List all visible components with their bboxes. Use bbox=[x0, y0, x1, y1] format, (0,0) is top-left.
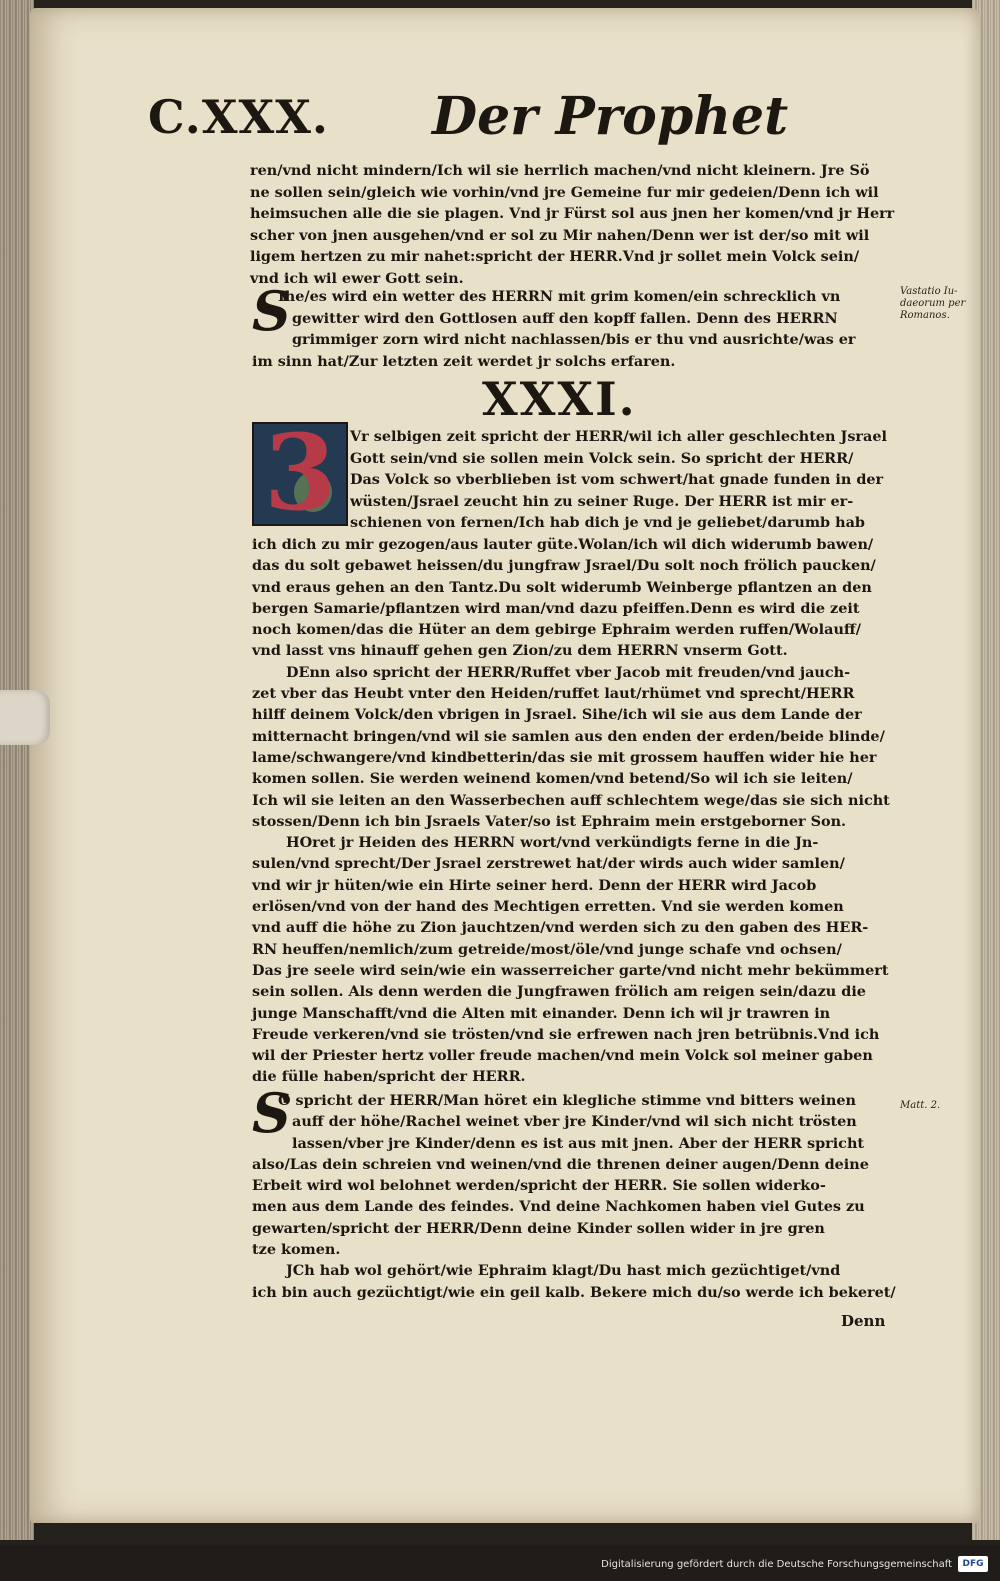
drop-cap-sihe: S bbox=[252, 279, 291, 343]
text-line: O spricht der HERR/Man höret ein klegliche stimme vnd bitters weinen bbox=[278, 1092, 856, 1109]
running-title: Der Prophet bbox=[432, 86, 789, 147]
text-line: im sinn hat/Zur letzten zeit werdet jr solchs erfaren. bbox=[252, 352, 676, 370]
text-line: noch komen/das die Hüter an dem gebirge Ephraim werden ruffen/Wolauff/ bbox=[252, 621, 861, 639]
text-line: erlösen/vnd von der hand des Mechtigen erretten. Vnd sie werden komen bbox=[252, 898, 844, 916]
text-line: sulen/vnd sprecht/Der Jsrael zerstrewet hat/der wirds auch wider samlen/ bbox=[252, 855, 845, 873]
bookmark-ribbon bbox=[0, 690, 50, 745]
text-line: Vr selbigen zeit spricht der HERR/wil ich aller geschlechten Jsrael bbox=[350, 428, 887, 445]
catchword: Denn bbox=[841, 1312, 886, 1330]
text-block-sihe bbox=[252, 279, 856, 372]
text-line: DEnn also spricht der HERR/Ruffet vber Jacob mit freuden/vnd jauch- bbox=[286, 663, 851, 681]
text-block-chapter-start bbox=[350, 426, 887, 534]
text-line: schienen von fernen/Ich hab dich je vnd je geliebet/darumb hab bbox=[350, 514, 865, 531]
text-line: wüsten/Jsrael zeucht hin zu seiner Ruge. Der HERR ist mir er- bbox=[350, 492, 854, 510]
text-line: ich bin auch gezüchtigt/wie ein geil kalb. Bekere mich du/so werde ich bekeret/ bbox=[252, 1283, 896, 1301]
text-line: grimmiger zorn wird nicht nachlassen/bis er thu vnd ausrichte/was er bbox=[292, 331, 856, 348]
text-line: HOret jr Heiden des HERRN wort/vnd verkündigts ferne in die Jn- bbox=[286, 834, 819, 852]
text-line: sein sollen. Als denn werden die Jungfrawen frölich am reigen sein/dazu die bbox=[252, 983, 866, 1001]
text-line: Das Volck so vberblieben ist vom schwert/hat gnade funden in der bbox=[350, 471, 884, 488]
text-line: also/Las dein schreien vnd weinen/vnd die threnen deiner augen/Denn deine bbox=[252, 1155, 869, 1173]
text-line: tze komen. bbox=[252, 1241, 341, 1259]
text-line: Gott sein/vnd sie sollen mein Volck sein. So spricht der HERR/ bbox=[350, 449, 854, 467]
text-line: vnd auff die höhe zu Zion jauchtzen/vnd werden sich zu den gaben des HER- bbox=[252, 919, 869, 937]
text-line: stossen/Denn ich bin Jsraels Vater/so ist Ephraim mein erstgeborner Son. bbox=[252, 812, 847, 830]
dfg-logo: DFG bbox=[958, 1556, 988, 1572]
text-line: bergen Samarie/pflantzen wird man/vnd dazu pfeiffen.Denn es wird die zeit bbox=[252, 599, 860, 617]
text-line: ligem hertzen zu mir nahet:spricht der HERR.Vnd jr sollet mein Volck sein/ bbox=[250, 248, 860, 265]
text-line: vnd lasst vns hinauff gehen gen Zion/zu dem HERRN vnserm Gott. bbox=[252, 642, 788, 660]
text-line: vnd ich wil ewer Gott sein. bbox=[250, 269, 464, 287]
folio-number: C.XXX. bbox=[148, 90, 329, 144]
text-line: das du solt gebawet heissen/du jungfraw Jsrael/Du solt noch frölich paucken/ bbox=[252, 557, 876, 575]
text-line: men aus dem Lande des feindes. Vnd deine Nachkomen haben viel Gutes zu bbox=[252, 1198, 865, 1216]
text-line: vnd eraus gehen an den Tantz.Du solt widerumb Weinberge pflantzen an den bbox=[252, 578, 872, 596]
text-block-so bbox=[252, 1090, 896, 1303]
text-line: ne sollen sein/gleich wie vorhin/vnd jre Gemeine fur mir gedeien/Denn ich wil bbox=[250, 183, 879, 201]
drop-cap-so: S bbox=[252, 1081, 291, 1145]
text-line: Ich wil sie leiten an den Wasserbechen auff schlechtem wege/das sie sich nicht bbox=[252, 791, 890, 809]
text-line: mitternacht bringen/vnd wil sie samlen aus den enden der erden/beide blinde/ bbox=[252, 727, 885, 745]
text-line: wil der Priester hertz voller freude machen/vnd mein Volck sol meiner gaben bbox=[252, 1047, 873, 1065]
text-line: RN heuffen/nemlich/zum getreide/most/öle/vnd junge schafe vnd ochsen/ bbox=[252, 940, 842, 958]
text-line: lassen/vber jre Kinder/denn es ist aus mit jnen. Aber der HERR spricht bbox=[292, 1134, 865, 1152]
text-line: vnd wir jr hüten/wie ein Hirte seiner herd. Denn der HERR wird Jacob bbox=[252, 876, 817, 894]
chapter-heading: XXXI. bbox=[482, 372, 637, 426]
margin-note-line: Romanos. bbox=[900, 310, 950, 321]
decorated-initial bbox=[252, 411, 348, 534]
text-block-chapter-body bbox=[252, 534, 890, 1088]
text-line: die fülle haben/spricht der HERR. bbox=[252, 1068, 526, 1086]
text-line: Das jre seele wird sein/wie ein wasserreicher garte/vnd nicht mehr bekümmert bbox=[252, 961, 889, 979]
text-line: scher von jnen ausgehen/vnd er sol zu Mir nahen/Denn wer ist der/so mit wil bbox=[250, 226, 870, 244]
text-line: auff der höhe/Rachel weinet vber jre Kinder/vnd wil sich nicht trösten bbox=[292, 1113, 857, 1131]
text-line: ren/vnd nicht mindern/Ich wil sie herrlich machen/vnd nicht kleinern. Jre Sö bbox=[250, 162, 870, 179]
text-line: JCh hab wol gehört/wie Ephraim klagt/Du hast mich gezüchtiget/vnd bbox=[286, 1262, 841, 1280]
text-line: Ihe/es wird ein wetter des HERRN mit grim komen/ein schrecklich vn bbox=[278, 288, 841, 305]
margin-note-line: Vastatio Iu- bbox=[900, 286, 958, 297]
text-line: gewarten/spricht der HERR/Denn deine Kinder sollen wider in jre gren bbox=[252, 1219, 825, 1237]
margin-note-line: daeorum per bbox=[900, 298, 966, 309]
text-line: junge Manschafft/vnd die Alten mit einander. Denn ich wil jr trawren in bbox=[252, 1004, 831, 1022]
text-line: komen sollen. Sie werden weinend komen/vnd betend/So wil ich sie leiten/ bbox=[252, 770, 853, 788]
text-line: Freude verkeren/vnd sie trösten/vnd sie erfrewen nach jren betrübnis.Vnd ich bbox=[252, 1025, 880, 1043]
text-block-top bbox=[250, 160, 894, 289]
book-page-edges-left bbox=[0, 0, 34, 1540]
text-line: zet vber das Heubt vnter den Heiden/ruffet laut/rhümet vnd sprecht/HERR bbox=[252, 685, 855, 703]
text-line: Erbeit wird wol belohnet werden/spricht der HERR. Sie sollen widerko- bbox=[252, 1177, 826, 1195]
initial-letter: 3 bbox=[264, 411, 337, 534]
margin-note-matt: Matt. 2. bbox=[900, 1100, 941, 1111]
text-line: heimsuchen alle die sie plagen. Vnd jr Fürst sol aus jnen her komen/vnd jr Herr bbox=[250, 205, 895, 222]
text-line: lame/schwangere/vnd kindbetterin/das sie mit grossem hauffen wider hie her bbox=[252, 748, 877, 766]
margin-note-vastatio bbox=[900, 286, 965, 322]
text-line: gewitter wird den Gottlosen auff den kopff fallen. Denn des HERRN bbox=[292, 309, 838, 327]
text-line: hilff deinem Volck/den vbrigen in Jsrael. Sihe/ich wil sie aus dem Lande der bbox=[252, 706, 862, 724]
digitization-credit: Digitalisierung gefördert durch die Deutsche Forschungsgemeinschaft bbox=[601, 1559, 952, 1570]
text-line: ich dich zu mir gezogen/aus lauter güte.Wolan/ich wil dich widerumb bawen/ bbox=[252, 536, 874, 553]
